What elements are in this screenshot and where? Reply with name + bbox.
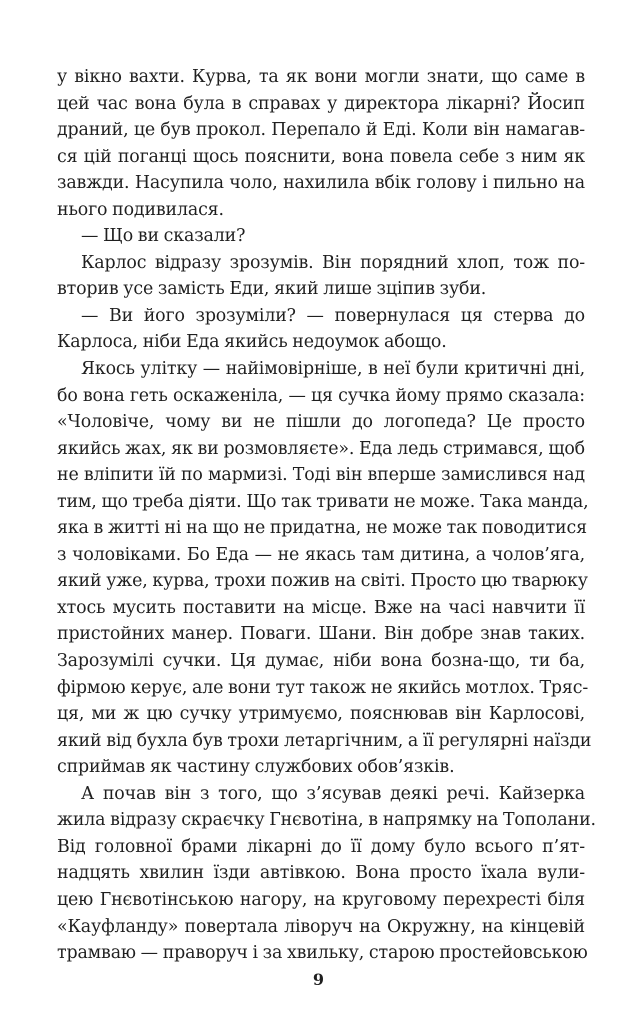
text-line: тим, що треба діяти. Що так тривати не може. Така манда, [57, 491, 589, 512]
text-line: бо вона геть оскаженіла, — ця сучка йому прямо сказала: [57, 385, 585, 406]
text-line: який від бухла був трохи летаргічним, а її регулярні наїзди [57, 730, 592, 751]
text-line: цей час вона була в справах у директора лікарні? Йосип [57, 93, 585, 114]
text-line: вторив усе замість Еди, який лише зціпив зуби. [57, 279, 487, 300]
body-text [57, 64, 596, 967]
text-line: ця, ми ж цю сучку утримуємо, пояснював він Карлосові, [57, 704, 585, 725]
text-line: у вікно вахти. Курва, та як вони могли знати, що саме в [57, 67, 585, 87]
text-line: жила відразу скраєчку Гнєвотіна, в напрямку на Тополани. [57, 810, 596, 831]
text-line: «Чоловіче, чому ви не пішли до логопеда? Це просто [57, 412, 585, 433]
text-line: з чоловіками. Бо Еда — не якась там дитина, а чолов’яга, [57, 544, 585, 565]
text-line: Карлоса, ніби Еда якийсь недоумок абощо. [57, 332, 447, 353]
text-line: Зарозумілі сучки. Ця думає, ніби вона бозна-що, ти ба, [57, 651, 585, 672]
text-line: Карлос відразу зрозумів. Він порядний хлоп, тож по- [81, 252, 585, 273]
text-line: надцять хвилин їзди автівкою. Вона просто їхала вули- [57, 863, 585, 884]
text-line: який уже, курва, трохи пожив на світі. Просто цю тварюку [57, 571, 588, 592]
text-line: А почав він з того, що з’ясував деякі речі. Кайзерка [81, 783, 585, 804]
text-line: драний, це був прокол. Перепало й Еді. Коли він намагав- [57, 120, 585, 141]
text-line: нього подивилася. [57, 199, 224, 220]
page-number: 9 [312, 970, 325, 989]
text-line: завжди. Насупила чоло, нахилила вбік голову і пильно на [57, 173, 585, 194]
text-line: «Кауфланду» повертала ліворуч на Окружну, на кінцевій [57, 916, 585, 937]
text-line: цею Гнєвотінською нагору, на круговому перехресті біля [57, 889, 585, 910]
text-line: — Ви його зрозуміли? — повернулася ця стерва до [81, 305, 585, 326]
text-line: якийсь жах, як ви розмовляєте». Еда ледь стримався, щоб [57, 438, 585, 459]
text-line: трамваю — праворуч і за хвильку, старою простейовською [57, 943, 588, 964]
text-line: яка в житті ні на що не придатна, не може так поводитися [57, 518, 587, 539]
text-line: ся цій поганці щось пояснити, вона повела себе з ним як [57, 146, 585, 167]
text-line: фірмою керує, але вони тут також не якийсь мотлох. Тряс- [57, 677, 589, 698]
text-line: пристойних манер. Поваги. Шани. Він добре знав таких. [57, 624, 585, 645]
text-line: хтось мусить поставити на місце. Вже на часі навчити її [57, 597, 585, 618]
text-line: не вліпити їй по мармизі. Тоді він вперше замислився над [57, 465, 585, 486]
text-line: сприймав як частину службових обов’язків. [57, 757, 455, 778]
text-line: — Що ви сказали? [81, 226, 246, 247]
text-line: Якось улітку — найімовірніше, в неї були критичні дні, [81, 359, 585, 380]
text-line: Від головної брами лікарні до її дому було всього п’ят- [57, 836, 585, 857]
